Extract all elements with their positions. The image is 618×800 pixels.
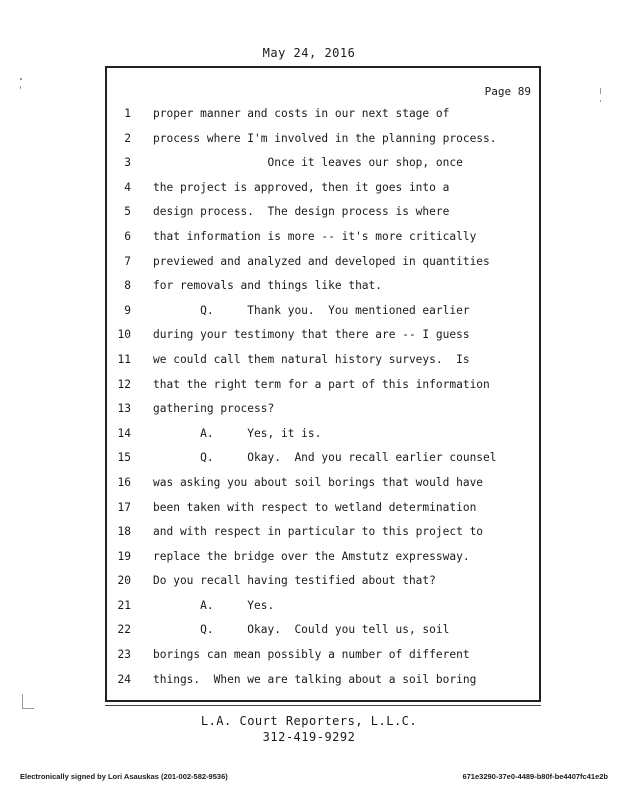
line-number: 8 — [124, 279, 131, 293]
line-text: previewed and analyzed and developed in quantities — [153, 254, 490, 268]
line-number: 11 — [117, 352, 131, 366]
line-number: 22 — [117, 623, 131, 637]
line-number: 21 — [117, 598, 131, 612]
court-reporter-agency: L.A. Court Reporters, L.L.C. — [200, 714, 418, 728]
transcript-line — [107, 127, 539, 152]
line-number: 7 — [124, 254, 131, 268]
transcript-line — [107, 373, 539, 398]
transcript-line — [107, 151, 539, 176]
deposition-date: May 24, 2016 — [262, 46, 356, 60]
line-text: and with respect in particular to this project to — [153, 525, 484, 539]
line-number: 9 — [124, 303, 131, 317]
line-number: 4 — [124, 180, 131, 194]
transcript-lines — [107, 102, 539, 692]
line-text: proper manner and costs in our next stage of — [153, 107, 450, 120]
line-text: during your testimony that there are -- I guess — [153, 328, 470, 342]
line-text: was asking you about soil borings that would have — [153, 475, 484, 489]
line-number: 15 — [117, 451, 131, 465]
line-number: 2 — [124, 131, 131, 145]
transcript-line — [107, 668, 539, 693]
line-number: 10 — [117, 328, 131, 342]
scan-speck — [20, 78, 22, 80]
line-text: Once it leaves our shop, once — [153, 156, 463, 170]
line-text: Q. Okay. And you recall earlier counsel — [153, 451, 497, 465]
electronic-signature-note: Electronically signed by Lori Asauskas (201-002-582-9536) — [20, 772, 228, 781]
line-text: gathering process? — [153, 402, 275, 416]
line-text: Q. Thank you. You mentioned earlier — [153, 303, 470, 317]
document-id: 671e3290-37e0-4489-b80f-be4407fc41e2b — [462, 772, 608, 781]
line-text: that the right term for a part of this information — [153, 377, 490, 391]
transcript-line — [107, 200, 539, 225]
court-reporter-phone: 312-419-9292 — [262, 730, 356, 744]
line-text: Q. Okay. Could you tell us, soil — [153, 623, 450, 637]
scan-speck — [20, 86, 21, 89]
line-text: that information is more -- it's more critically — [153, 229, 477, 243]
transcript-line — [107, 545, 539, 570]
transcript-line — [107, 176, 539, 201]
line-number: 6 — [124, 229, 131, 243]
transcript-line — [107, 594, 539, 619]
line-text: process where I'm involved in the planning process. — [153, 131, 497, 145]
transcript-line — [107, 569, 539, 594]
line-text: design process. The design process is where — [153, 205, 450, 219]
line-text: the project is approved, then it goes into a — [153, 180, 450, 194]
line-text: borings can mean possibly a number of different — [153, 648, 470, 662]
scan-speck — [600, 88, 601, 94]
scan-speck — [600, 100, 601, 102]
line-number: 19 — [117, 549, 131, 563]
line-number: 20 — [117, 574, 131, 588]
transcript-line — [107, 520, 539, 545]
transcript-line — [107, 618, 539, 643]
transcript-line — [107, 422, 539, 447]
transcript-line — [107, 250, 539, 275]
transcript-line — [107, 274, 539, 299]
line-number: 3 — [124, 156, 131, 170]
transcript-line — [107, 643, 539, 668]
line-number: 14 — [117, 426, 131, 440]
scan-speck — [22, 694, 23, 708]
transcript-line — [107, 496, 539, 521]
transcript-line — [107, 299, 539, 324]
line-text: A. Yes, it is. — [153, 426, 322, 440]
line-text: replace the bridge over the Amstutz expressway. — [153, 549, 470, 563]
transcript-page — [105, 66, 541, 702]
line-text: we could call them natural history surveys. Is — [153, 352, 470, 366]
transcript-line — [107, 323, 539, 348]
page-bottom-rule — [105, 705, 541, 706]
line-number: 1 — [124, 107, 131, 120]
line-number: 24 — [117, 672, 131, 686]
page-number: Page 89 — [484, 85, 531, 98]
line-number: 16 — [117, 475, 131, 489]
line-number: 5 — [124, 205, 131, 219]
transcript-line — [107, 471, 539, 496]
transcript-line — [107, 446, 539, 471]
line-text: A. Yes. — [153, 598, 275, 612]
line-number: 13 — [117, 402, 131, 416]
line-text: things. When we are talking about a soil boring — [153, 672, 477, 686]
line-text: for removals and things like that. — [153, 279, 383, 293]
transcript-line — [107, 348, 539, 373]
transcript-line — [107, 397, 539, 422]
transcript-line — [107, 102, 539, 127]
transcript-line — [107, 225, 539, 250]
line-text: been taken with respect to wetland determination — [153, 500, 477, 514]
scan-speck — [22, 708, 34, 709]
line-number: 18 — [117, 525, 131, 539]
line-number: 23 — [117, 648, 131, 662]
line-number: 12 — [117, 377, 131, 391]
line-number: 17 — [117, 500, 131, 514]
line-text: Do you recall having testified about that? — [153, 574, 436, 588]
